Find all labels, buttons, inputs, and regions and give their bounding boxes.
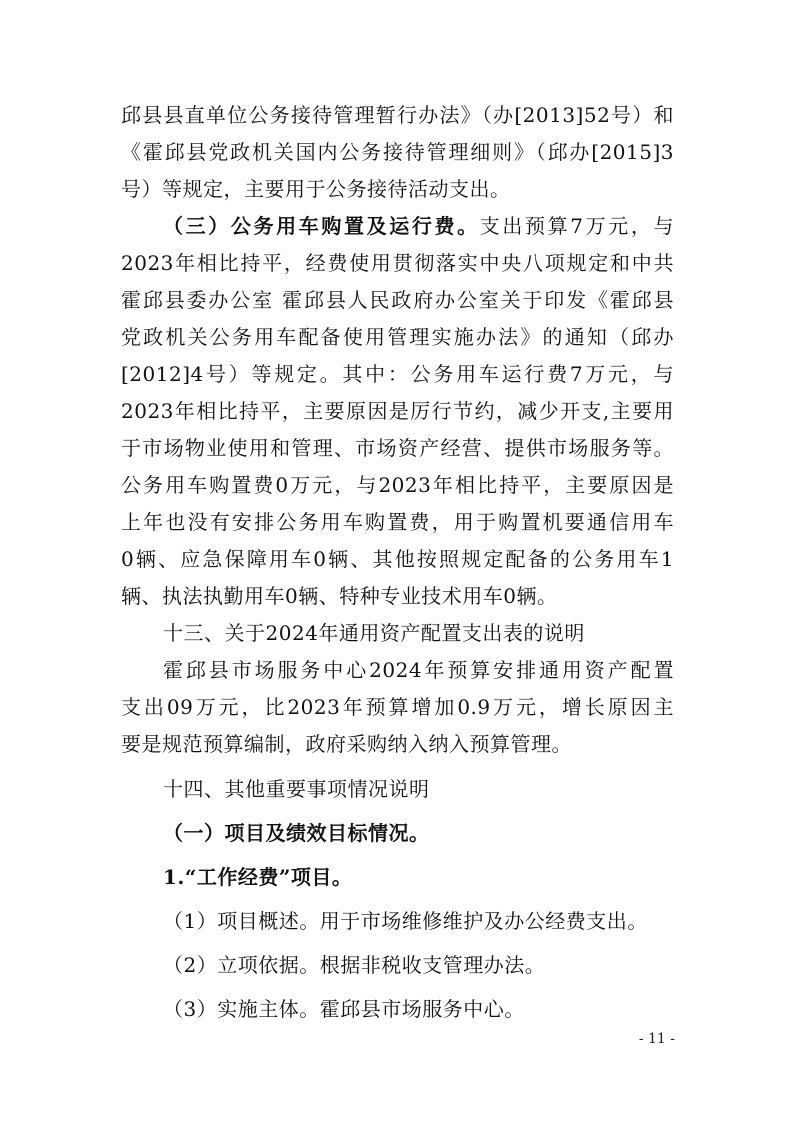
paragraph-reception-rules [121,97,674,208]
text-line: [2012]4号）等规定。其中：公务用车运行费7万元，与 [121,362,674,386]
subsection-heading: （一）项目及绩效目标情况。 [163,821,430,845]
list-item: （2）立项依据。根据非税收支管理办法。 [163,953,546,977]
text-line: 0辆、应急保障用车0辆、其他按照规定配备的公务用车1 [121,547,674,571]
text-line: 公务用车购置费0万元，与2023年相比持平，主要原因是 [121,473,674,497]
list-item: （3）实施主体。霍邱县市场服务中心。 [163,997,525,1021]
section-asset-allocation [121,615,674,763]
project-title: 1.“工作经费”项目。 [163,865,353,889]
text-line: 号）等规定，主要用于公务接待活动支出。 [121,177,511,201]
page-number-footer [0,1031,793,1047]
text-line: 党政机关公务用车配备使用管理实施办法》的通知（邱办 [121,325,674,349]
page-number: - 11 - [638,1031,675,1047]
text-line [121,208,674,245]
text-line: 辆、执法执勤用车0辆、特种专业技术用车0辆。 [121,584,558,608]
text-line: 于市场物业使用和管理、市场资产经营、提供市场服务等。 [121,436,674,460]
text-line: 霍邱县委办公室 霍邱县人民政府办公室关于印发《霍邱县 [121,288,674,312]
section-heading: （三）公务用车购置及运行费。 [163,214,480,238]
list-item: （1）项目概述。用于市场维修维护及办公经费支出。 [163,909,648,933]
section-heading: 十四、其他重要事项情况说明 [163,777,430,801]
text-line: 支出09万元，比2023年预算增加0.9万元，增长原因主 [121,695,674,719]
section-heading: 十三、关于2024年通用资产配置支出表的说明 [163,621,585,645]
section-vehicle-expenses [121,208,674,615]
text-line: 2023年相比持平，经费使用贯彻落实中央八项规定和中共 [121,251,674,275]
text-line: 霍邱县市场服务中心2024年预算安排通用资产配置 [163,658,674,682]
text-line: 上年也没有安排公务用车购置费，用于购置机要通信用车 [121,510,674,534]
document-body [121,97,674,1028]
text-line: 《霍邱县党政机关国内公务接待管理细则》（邱办[2015]3 [121,140,674,164]
section-first-line-text: 支出预算7万元，与 [479,214,674,238]
text-line: 要是规范预算编制，政府采购纳入纳入预算管理。 [121,732,572,756]
section-other-matters [121,771,674,1028]
text-line: 2023年相比持平，主要原因是厉行节约，减少开支,主要用 [121,399,674,423]
text-line: 邱县县直单位公务接待管理暂行办法》（办[2013]52号）和 [121,103,674,127]
